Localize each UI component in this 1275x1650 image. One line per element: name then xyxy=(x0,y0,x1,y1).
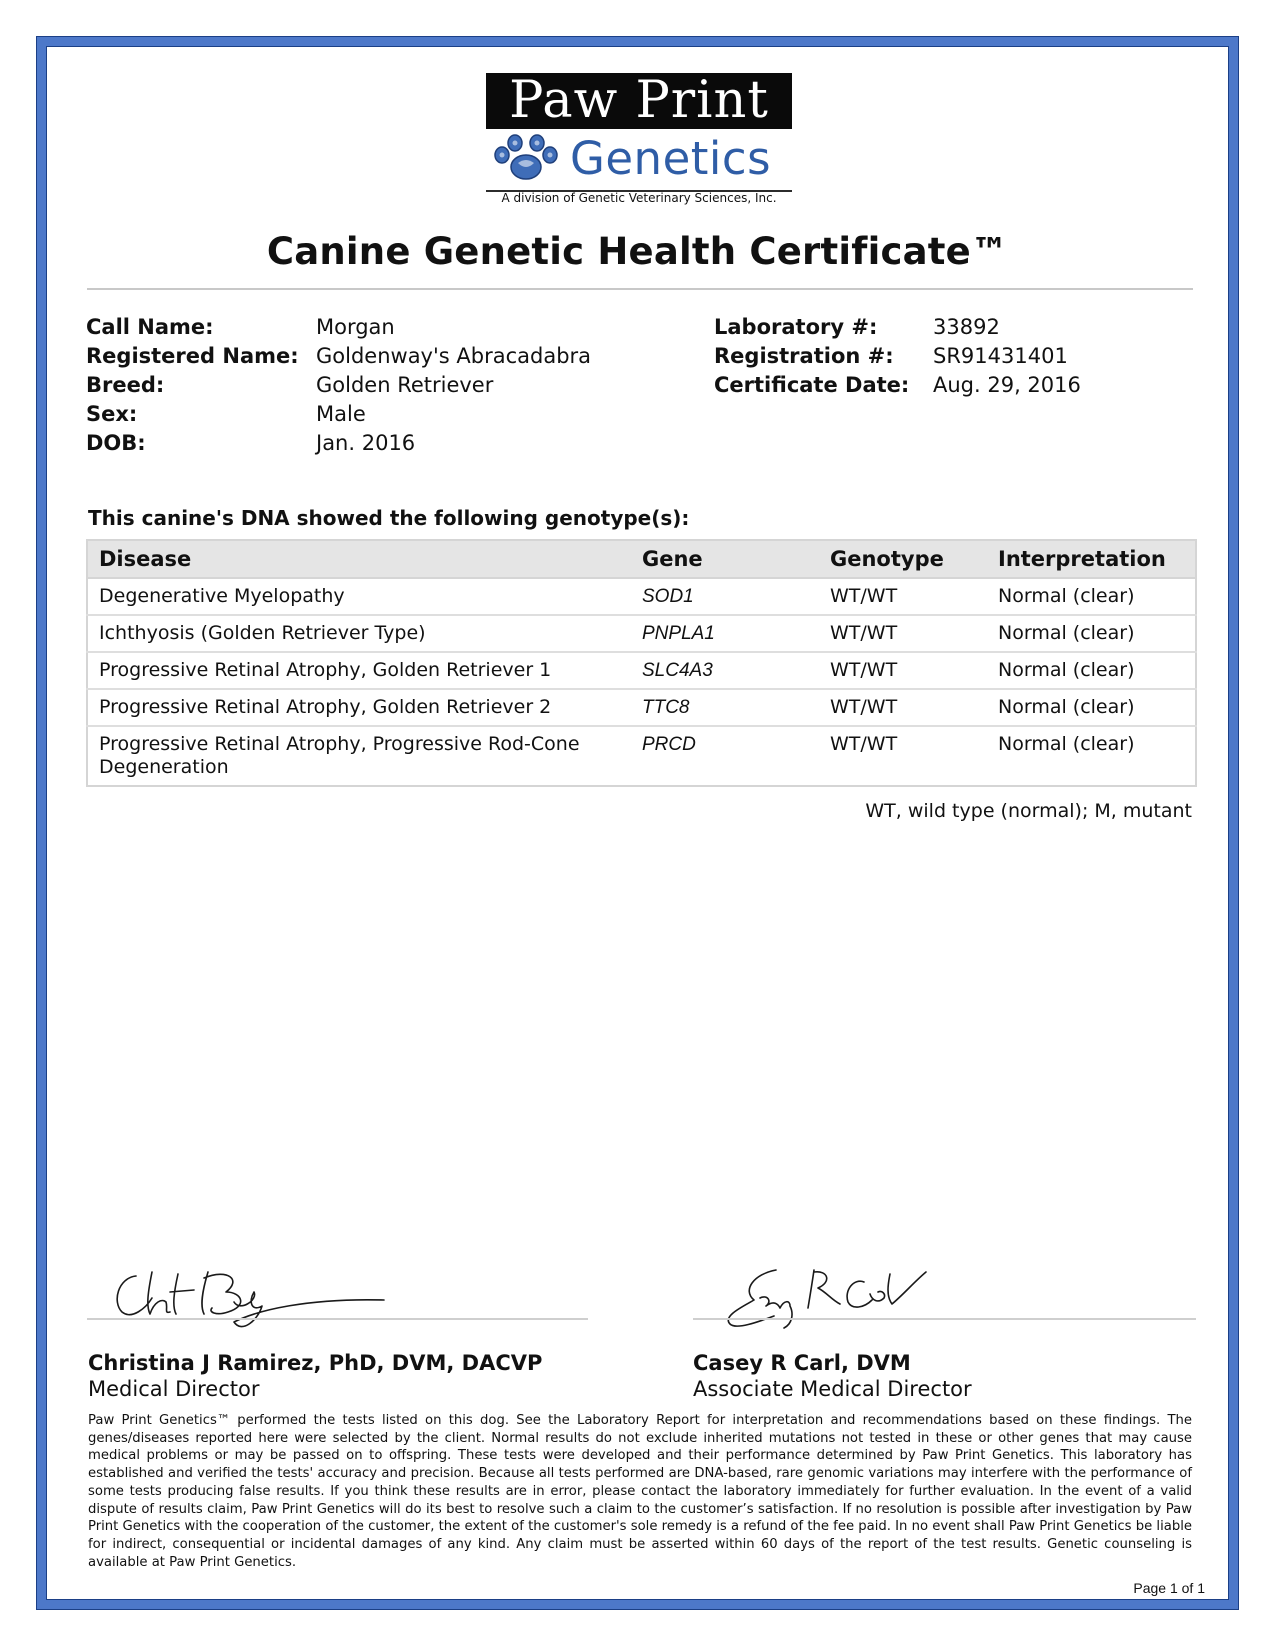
table-row xyxy=(87,652,1196,689)
disease-cell: Progressive Retinal Atrophy, Golden Retriever 2 xyxy=(87,689,631,726)
interpretation-cell: Normal (clear) xyxy=(987,689,1196,726)
breed-value: Golden Retriever xyxy=(316,373,494,397)
interpretation-cell: Normal (clear) xyxy=(987,615,1196,652)
registration-number-label: Registration #: xyxy=(714,344,894,368)
page-number: Page 1 of 1 xyxy=(1133,1580,1205,1596)
interpretation-cell: Normal (clear) xyxy=(987,578,1196,615)
table-row xyxy=(87,578,1196,615)
signer-role: Associate Medical Director xyxy=(693,1377,972,1401)
interpretation-cell: Normal (clear) xyxy=(987,652,1196,689)
gene-cell: SOD1 xyxy=(631,578,819,615)
legal-disclaimer: Paw Print Genetics™ performed the tests listed on this dog. See the Laboratory Report for interpretation and recommendations based on these findings. The genes/diseases reported here were selected by the client. Normal results do not exclude inherited mutations not tested in these or other genes that may cause medical problems or may be passed on to offspring. These tests were developed and their performance determined by Paw Print Genetics. This laboratory has established and verified the tests' accuracy and precision. Because all tests performed are DNA-based, rare genomic variations may interfere with the performance of some tests producing false results. If you think these results are in error, please contact the laboratory immediately for further evaluation. In the event of a valid dispute of results claim, Paw Print Genetics will do its best to resolve such a claim to the customer’s satisfaction. If no resolution is possible after investigation by Paw Print Genetics with the cooperation of the customer, the extent of the customer's sole remedy is a refund of the fee paid. In no event shall Paw Print Genetics be liable for indirect, consequential or incidental damages of any kind. Any claim must be asserted within 60 days of the report of the test results. Genetic counseling is available at Paw Print Genetics. xyxy=(88,1413,1192,1570)
dog-info-labels-right xyxy=(714,313,909,400)
dog-info-values-left xyxy=(316,313,591,458)
breed-label: Breed: xyxy=(86,373,165,397)
dob-value: Jan. 2016 xyxy=(316,431,416,455)
title-divider xyxy=(87,288,1193,290)
genotype-cell: WT/WT xyxy=(819,615,987,652)
call-name-value: Morgan xyxy=(316,315,395,339)
logo-line1: Paw Print xyxy=(486,73,792,129)
page-title: Canine Genetic Health Certificate™ xyxy=(266,230,1009,273)
sex-value: Male xyxy=(316,402,366,426)
gene-cell: PRCD xyxy=(642,734,696,755)
column-header-genotype: Genotype xyxy=(819,540,987,578)
table-header-row xyxy=(87,540,1196,578)
interpretation-cell: Normal (clear) xyxy=(998,733,1135,755)
certificate-date-label: Certificate Date: xyxy=(714,373,910,397)
dog-info-labels-left xyxy=(86,313,299,458)
genotype-cell: WT/WT xyxy=(830,733,898,755)
results-heading: This canine's DNA showed the following genotype(s): xyxy=(88,506,690,530)
laboratory-number-value: 33892 xyxy=(933,315,1000,339)
genotype-table xyxy=(86,539,1197,787)
table-row xyxy=(87,726,1196,786)
gene-cell: SLC4A3 xyxy=(631,652,819,689)
signer-left xyxy=(88,1350,542,1402)
sex-label: Sex: xyxy=(86,402,138,426)
paw-print-icon xyxy=(488,133,564,185)
call-name-label: Call Name: xyxy=(86,315,214,339)
logo-subtitle: A division of Genetic Veterinary Sciences, Inc. xyxy=(501,191,777,205)
disease-cell: Degenerative Myelopathy xyxy=(87,578,631,615)
signature-ramirez xyxy=(108,1262,398,1338)
table-row xyxy=(87,615,1196,652)
table-row xyxy=(87,689,1196,726)
column-header-gene: Gene xyxy=(631,540,819,578)
genotype-cell: WT/WT xyxy=(819,578,987,615)
signer-right xyxy=(693,1350,972,1402)
column-header-disease: Disease xyxy=(87,540,631,578)
genotype-legend: WT, wild type (normal); M, mutant xyxy=(865,800,1192,822)
logo-line2: Genetics xyxy=(570,132,772,185)
signer-name: Casey R Carl, DVM xyxy=(693,1351,911,1375)
disease-cell: Progressive Retinal Atrophy, Golden Retriever 1 xyxy=(87,652,631,689)
laboratory-number-label: Laboratory #: xyxy=(714,315,878,339)
registered-name-value: Goldenway's Abracadabra xyxy=(316,344,592,368)
registration-number-value: SR91431401 xyxy=(933,344,1068,368)
disease-cell: Ichthyosis (Golden Retriever Type) xyxy=(87,615,631,652)
disease-cell: Progressive Retinal Atrophy, Progressive Rod-Cone Degeneration xyxy=(99,733,580,778)
genotype-cell: WT/WT xyxy=(819,652,987,689)
dob-label: DOB: xyxy=(86,431,146,455)
signature-line-right xyxy=(693,1318,1196,1320)
signature-carl xyxy=(714,1260,984,1340)
genotype-cell: WT/WT xyxy=(819,689,987,726)
signature-line-left xyxy=(87,1318,588,1320)
certificate-date-value: Aug. 29, 2016 xyxy=(933,373,1081,397)
column-header-interpretation: Interpretation xyxy=(987,540,1196,578)
dog-info-values-right xyxy=(933,313,1081,400)
signer-role: Medical Director xyxy=(88,1377,260,1401)
signer-name: Christina J Ramirez, PhD, DVM, DACVP xyxy=(88,1351,543,1375)
gene-cell: TTC8 xyxy=(631,689,819,726)
gene-cell: PNPLA1 xyxy=(631,615,819,652)
registered-name-label: Registered Name: xyxy=(86,344,299,368)
company-logo xyxy=(486,73,792,205)
